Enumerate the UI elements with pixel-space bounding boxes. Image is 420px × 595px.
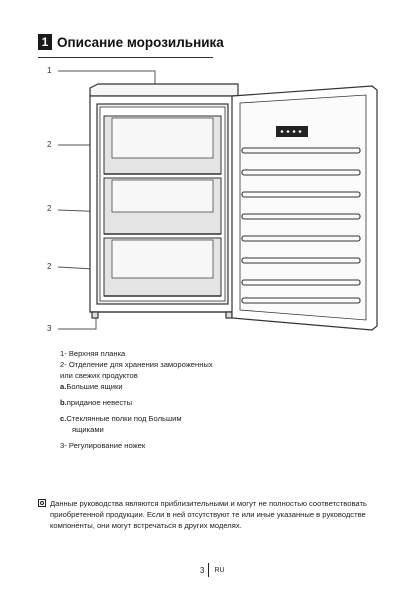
drawer-top: [104, 116, 221, 174]
drawer-bottom: [104, 238, 221, 296]
legend-prefix-a: a.: [60, 382, 67, 391]
drawer-middle: [104, 178, 221, 234]
legend-prefix-c: c.: [60, 414, 67, 423]
section-title: Описание морозильника: [57, 34, 224, 50]
legend-prefix-b: b.: [60, 398, 67, 407]
callout-2a: 2: [47, 140, 52, 149]
footer-divider: [208, 563, 209, 577]
language-code: RU: [214, 566, 225, 574]
legend-item-b: [60, 397, 300, 408]
page-number: 3: [200, 565, 205, 575]
leader-line-3: [58, 318, 96, 329]
component-legend: [60, 348, 300, 451]
legend-text-c-a: Стеклянные полки под Большим: [66, 414, 182, 423]
callout-2c: 2: [47, 262, 52, 271]
legend-item-1: 1- Верхняя планка: [60, 349, 126, 358]
legend-item-a: [60, 381, 300, 392]
legend-item-2a: 2- Отделение для хранения замороженных: [60, 360, 213, 369]
callout-1: 1: [47, 66, 52, 75]
adjustable-foot-left: [92, 312, 98, 318]
adjustable-foot-right: [226, 312, 232, 318]
legend-text-a: Большие ящики: [66, 382, 123, 391]
callout-2b: 2: [47, 204, 52, 213]
callout-3: 3: [47, 324, 52, 333]
legend-item-c-cont: ящиками: [72, 425, 104, 434]
drawers: [104, 116, 221, 296]
legend-item-c: [60, 413, 300, 424]
section-number-badge: 1: [38, 34, 52, 50]
note-icon: [38, 499, 46, 507]
page-footer: [200, 563, 225, 577]
legend-item-3: 3- Регулирование ножек: [60, 441, 146, 450]
disclaimer-note: [38, 498, 383, 532]
disclaimer-text: Данные руководства являются приблизительными и могут не полностью соответствовать приобретенной продукции. Если в ней отсутствуют те или иные указанные в руководстве компоненты, они могут встречаться в других моделях.: [50, 499, 367, 531]
legend-item-2b: или свежих продуктов: [60, 371, 138, 380]
legend-text-b: приданое невесты: [66, 398, 133, 407]
freezer-door: [232, 86, 377, 330]
